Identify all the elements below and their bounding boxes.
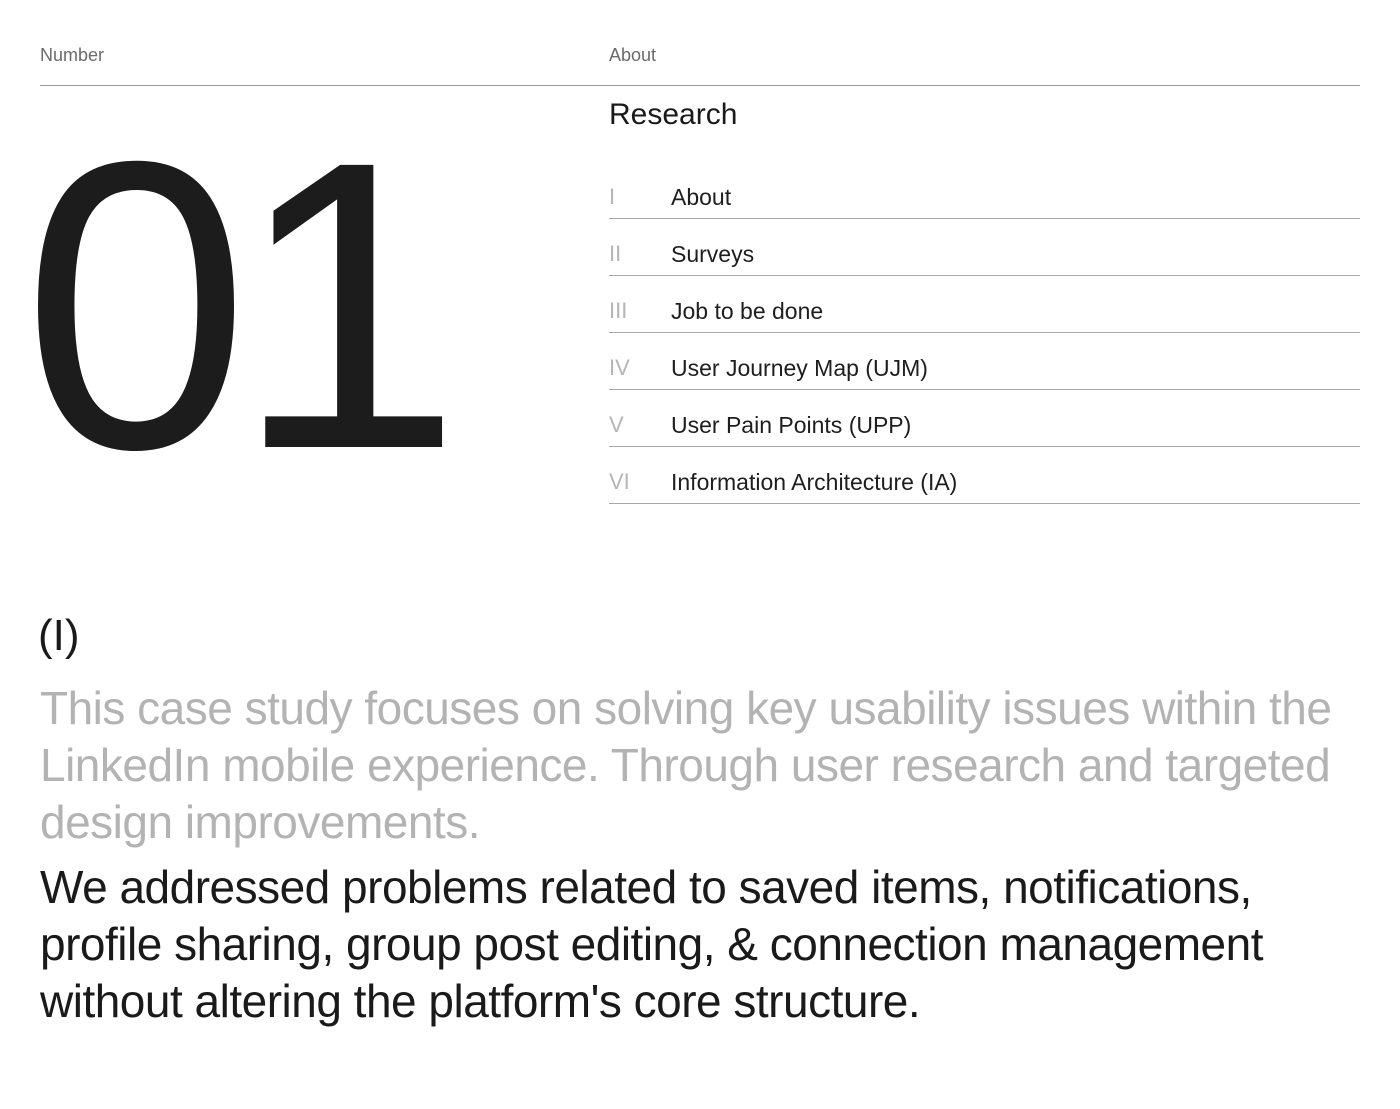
section-title: Research <box>609 98 738 131</box>
toc-label: User Journey Map (UJM) <box>671 355 928 381</box>
toc-numeral: I <box>609 184 616 209</box>
table-of-contents <box>609 162 1360 504</box>
intro-emphasis-paragraph: We addressed problems related to saved items, notifications, profile sharing, group post editing, & connection management without altering the platform's core structure. <box>40 861 1264 1027</box>
subsection-marker: (I) <box>38 611 80 660</box>
toc-label: About <box>671 184 732 210</box>
toc-item-information-architecture[interactable] <box>609 447 1360 504</box>
toc-item-surveys[interactable] <box>609 219 1360 276</box>
toc-item-job-to-be-done[interactable] <box>609 276 1360 333</box>
toc-numeral: III <box>609 298 628 323</box>
toc-numeral: VI <box>609 469 630 494</box>
intro-muted-paragraph: This case study focuses on solving key usability issues within the LinkedIn mobile experience. Through user research and targeted design improvements. <box>40 682 1332 848</box>
toc-label: Information Architecture (IA) <box>671 469 958 495</box>
toc-item-user-journey-map[interactable] <box>609 333 1360 390</box>
number-column-label: Number <box>40 45 105 65</box>
toc-label: Job to be done <box>671 298 824 324</box>
toc-numeral: II <box>609 241 622 266</box>
toc-label: User Pain Points (UPP) <box>671 412 912 438</box>
toc-numeral: IV <box>609 355 630 380</box>
section-number: 01 <box>22 76 447 534</box>
toc-label: Surveys <box>671 241 755 267</box>
toc-numeral: V <box>609 412 624 437</box>
about-column-label: About <box>609 45 657 65</box>
toc-item-about[interactable] <box>609 162 1360 219</box>
toc-item-user-pain-points[interactable] <box>609 390 1360 447</box>
